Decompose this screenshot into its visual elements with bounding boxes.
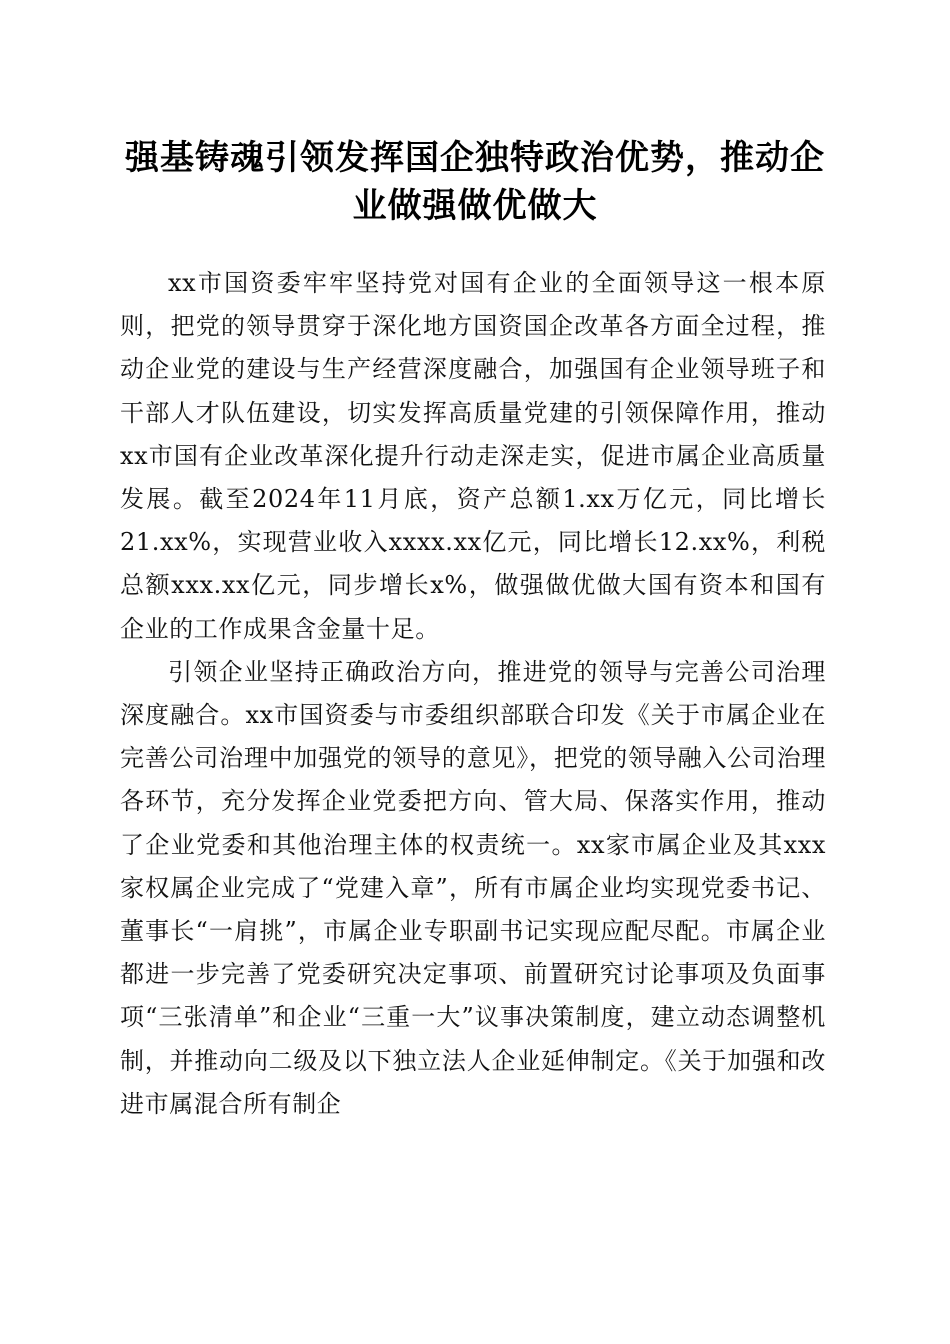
document-title: 强基铸魂引领发挥国企独特政治优势，推动企业做强做优做大 (125, 138, 825, 226)
document-body (120, 262, 826, 1126)
paragraph-1: xx市国资委牢牢坚持党对国有企业的全面领导这一根本原则，把党的领导贯穿于深化地方国资国企改革各方面全过程，推动企业党的建设与生产经营深度融合，加强国有企业领导班子和干部人才队伍建设，切实发挥高质量党建的引领保障作用，推动xx市国有企业改革深化提升行动走深走实，促进市属企业高质量发展。截至2024年11月底，资产总额1.xx万亿元，同比增长21.xx%，实现营业收入xxxx.xx亿元，同比增长12.xx%，利税总额xxx.xx亿元，同步增长x%，做强做优做大国有资本和国有企业的工作成果含金量十足。 (120, 269, 826, 643)
paragraph-2: 引领企业坚持正确政治方向，推进党的领导与完善公司治理深度融合。xx市国资委与市委组织部联合印发《关于市属企业在完善公司治理中加强党的领导的意见》，把党的领导融入公司治理各环节，充分发挥企业党委把方向、管大局、保落实作用，推动了企业党委和其他治理主体的权责统一。xx家市属企业及其xxx家权属企业完成了“党建入章”，所有市属企业均实现党委书记、董事长“一肩挑”，市属企业专职副书记实现应配尽配。市属企业都进一步完善了党委研究决定事项、前置研究讨论事项及负面事项“三张清单”和企业“三重一大”议事决策制度，建立动态调整机制，并推动向二级及以下独立法人企业延伸制定。《关于加强和改进市属混合所有制企 (120, 657, 826, 1118)
